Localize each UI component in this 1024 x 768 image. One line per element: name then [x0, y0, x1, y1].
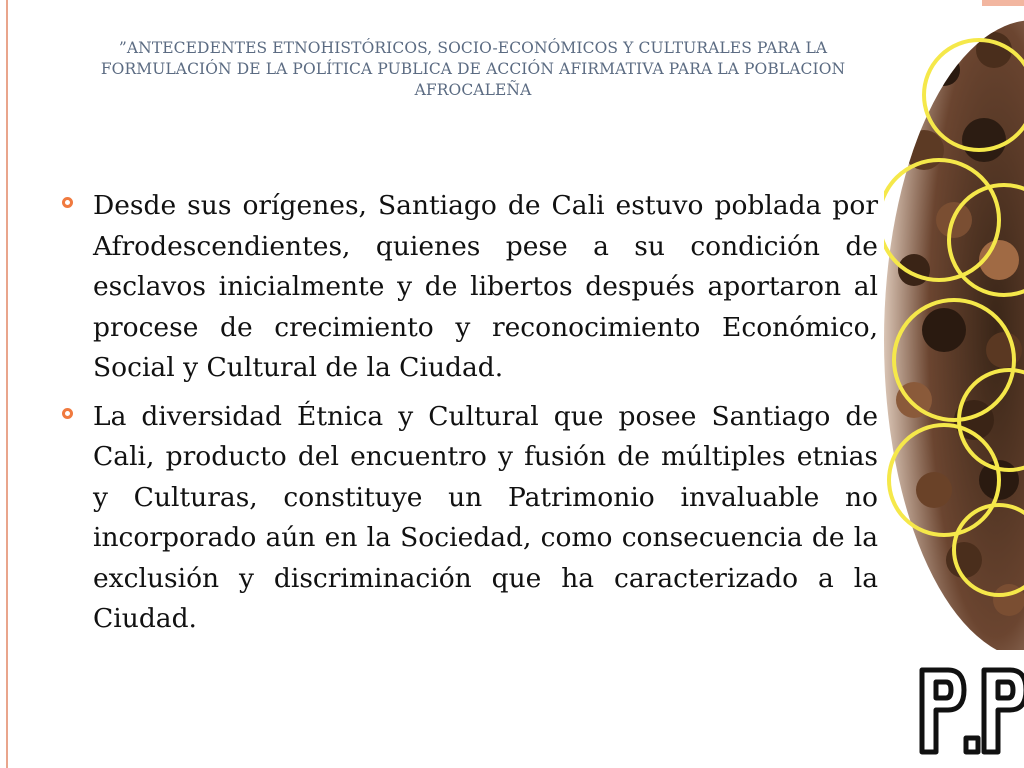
- bullet-item: [60, 397, 878, 640]
- bullet-item: [60, 186, 878, 389]
- people-collage-image: [884, 10, 1024, 650]
- ring-bullet-icon: [62, 197, 73, 208]
- pp-logo-image: [914, 660, 1024, 760]
- bullet-list: [60, 186, 878, 648]
- bullet-text: Desde sus orígenes, Santiago de Cali estuvo poblada por Afrodescendientes, quienes pese a su condición de esclavos inicialmente y de libertos después aportaron al procese de crecimiento y reconocimiento Económico, Social y Cultural de la Ciudad.: [93, 190, 878, 383]
- ring-bullet-icon: [62, 408, 73, 419]
- bullet-text: La diversidad Étnica y Cultural que posee Santiago de Cali, producto del encuentro y fusión de múltiples etnias y Culturas, constituye un Patrimonio invaluable no incorporado aún en la Sociedad, como consecuencia de la exclusión y discriminación que ha caracterizado a la Ciudad.: [93, 400, 878, 634]
- left-frame-border: [0, 0, 8, 768]
- slide-title: ”ANTECEDENTES ETNOHISTÓRICOS, SOCIO-ECONÓMICOS Y CULTURALES PARA LA FORMULACIÓN DE LA POLÍTICA PUBLICA DE ACCIÓN AFIRMATIVA PARA LA POBLACION AFROCALEÑA: [100, 39, 846, 99]
- top-right-accent: [982, 0, 1024, 6]
